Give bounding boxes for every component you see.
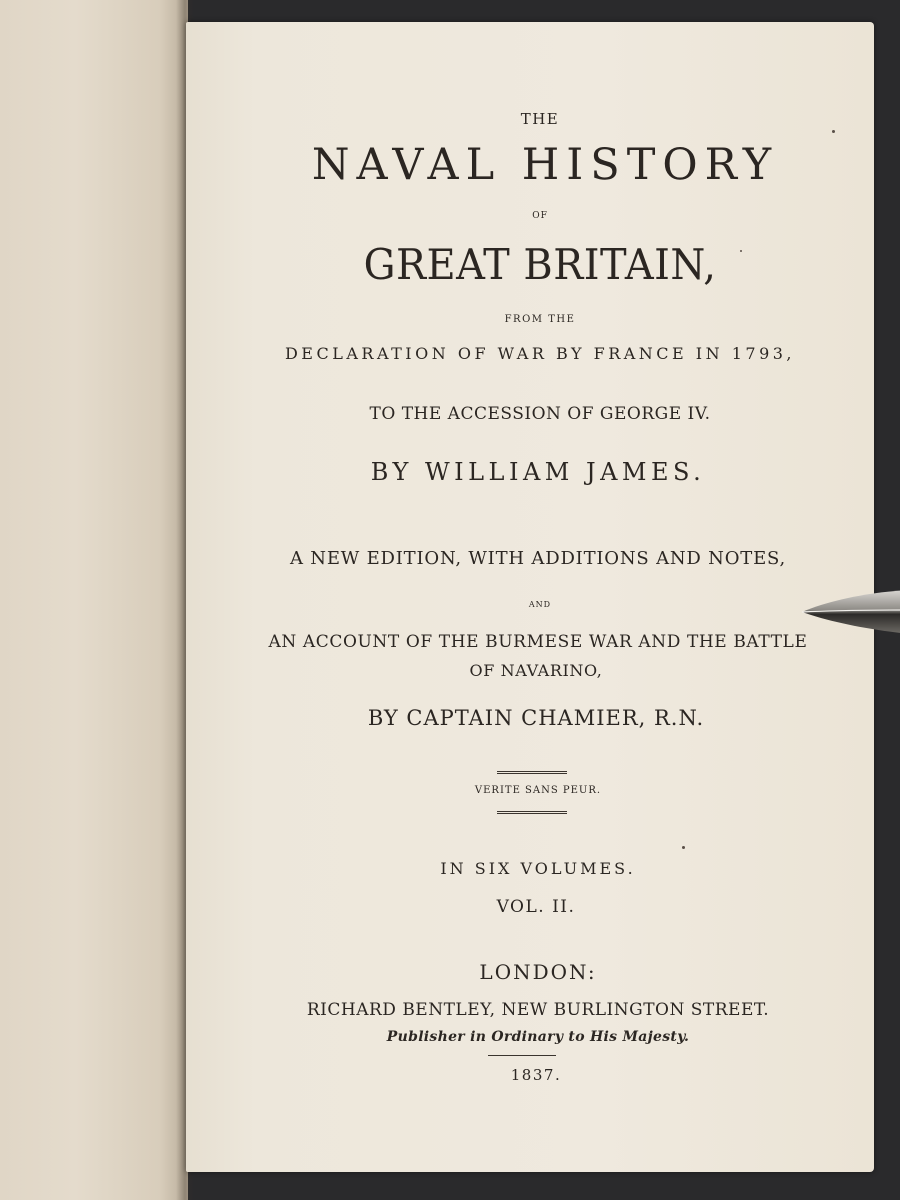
new-edition-line: A NEW EDITION, WITH ADDITIONS AND NOTES, <box>289 548 787 569</box>
from-the: FROM THE <box>504 314 576 325</box>
city-line: LONDON: <box>479 960 597 984</box>
letter-opener-blade <box>800 588 900 636</box>
motto: VERITE SANS PEUR. <box>474 785 602 796</box>
and-line: AND <box>528 600 552 609</box>
title-of: OF <box>532 211 548 221</box>
title-naval-history: NAVAL HISTORY <box>311 140 779 190</box>
paper-speck <box>740 250 742 252</box>
accession-line: TO THE ACCESSION OF GEORGE IV. <box>369 404 711 424</box>
publisher-title-line: Publisher in Ordinary to His Majesty. <box>386 1029 690 1045</box>
title-the: THE <box>520 110 560 128</box>
paper-speck <box>682 846 685 849</box>
title-great-britain: GREAT BRITAIN, <box>363 240 717 289</box>
volume-number: VOL. II. <box>496 897 576 917</box>
editor-line: BY CAPTAIN CHAMIER, R.N. <box>367 706 705 730</box>
volumes-line: IN SIX VOLUMES. <box>440 859 636 878</box>
account-line-1: AN ACCOUNT OF THE BURMESE WAR AND THE BATTLE <box>268 632 808 652</box>
declaration-line: DECLARATION OF WAR BY FRANCE IN 1793, <box>284 344 796 363</box>
publisher-line: RICHARD BENTLEY, NEW BURLINGTON STREET. <box>306 1000 770 1020</box>
double-rule-bottom <box>497 811 567 814</box>
account-line-2: OF NAVARINO, <box>469 661 603 680</box>
double-rule-top <box>497 771 567 774</box>
author-line: BY WILLIAM JAMES. <box>370 458 706 486</box>
year-line: 1837. <box>510 1066 562 1084</box>
paper-speck <box>832 130 835 133</box>
single-rule <box>488 1055 556 1056</box>
